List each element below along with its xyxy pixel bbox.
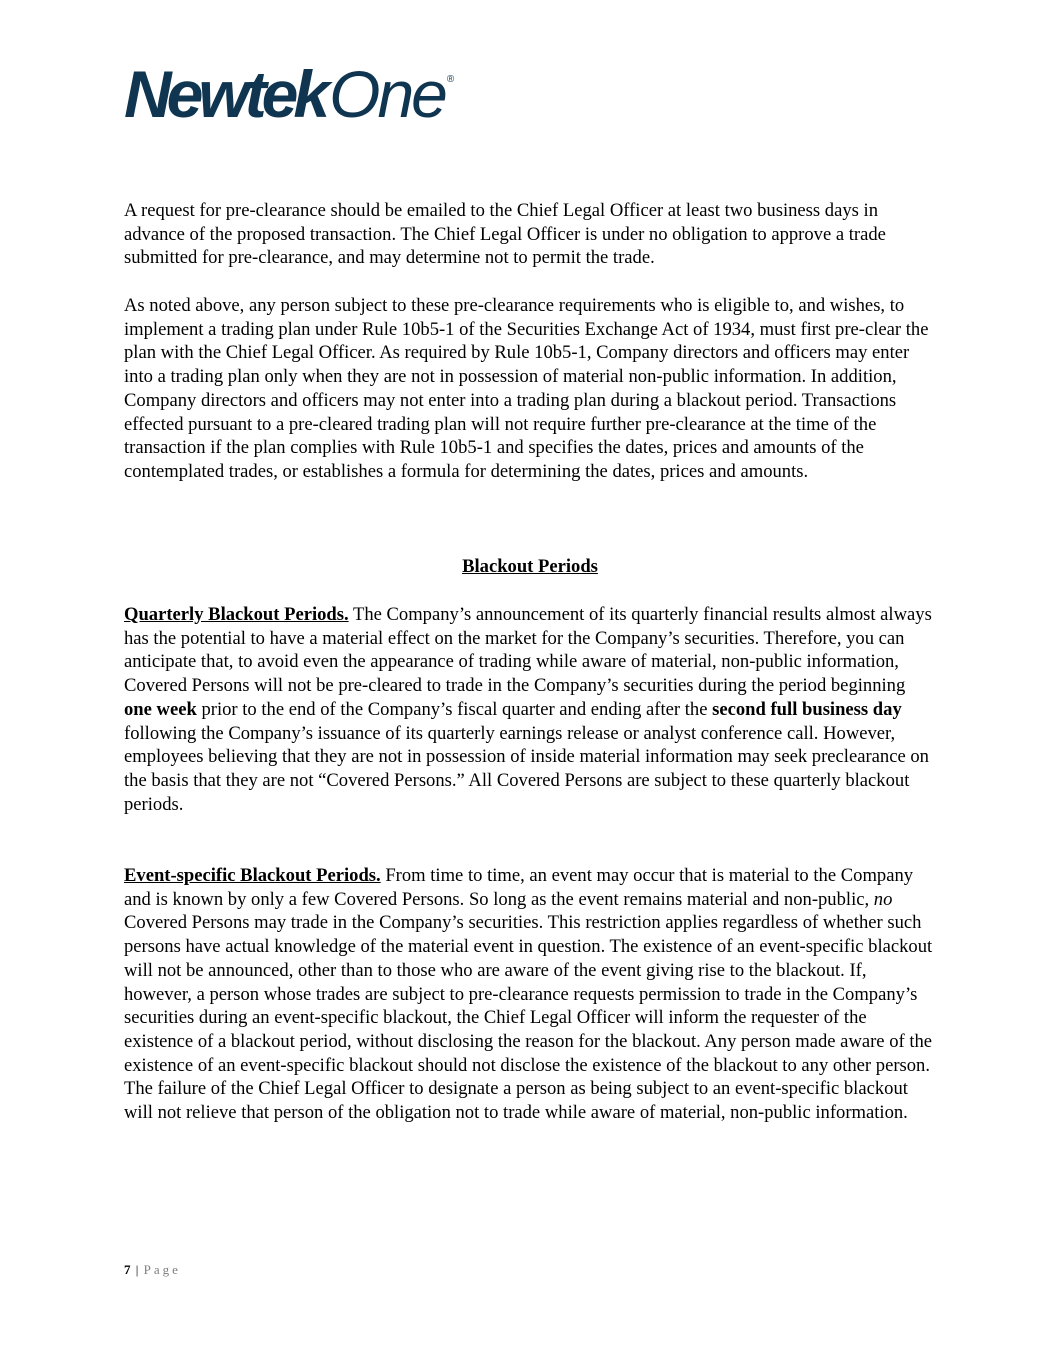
section-heading-blackout-periods: Blackout Periods bbox=[462, 556, 598, 577]
event-specific-text-1: From time to time, an event may occur that is material to the Company and is known by only a few Covered Persons. So long as the event remains material and non-public, bbox=[124, 865, 914, 910]
logo-registered-mark: ® bbox=[446, 74, 455, 85]
quarterly-bold-second-business-day: second full business day bbox=[712, 698, 902, 720]
paragraph-quarterly-blackout bbox=[124, 603, 936, 816]
company-logo bbox=[124, 54, 454, 134]
quarterly-text-1: The Company’s announcement of its quarterly financial results almost always has the potential to have a material effect on the market for the Company’s securities. Therefore, you can anticipate that, to avoid even the appearance of trading while aware of material, non-public information, Covered Persons will not be pre-cleared to trade in the Company’s securities during the period beginning bbox=[124, 604, 932, 697]
page-separator: | bbox=[135, 1262, 139, 1277]
logo-text-one: One bbox=[329, 57, 445, 131]
page-number: 7 bbox=[124, 1262, 131, 1277]
page-footer bbox=[124, 1262, 181, 1278]
quarterly-text-2: prior to the end of the Company’s fiscal quarter and ending after the bbox=[196, 698, 713, 720]
quarterly-text-3: following the Company’s issuance of its quarterly earnings release or analyst conference call. However, employees believing that they are not in possession of inside material information may seek preclearance on the basis that they are not “Covered Persons.” All Covered Persons are subject to these quarterly blackout periods. bbox=[124, 722, 929, 815]
event-specific-text-2: Covered Persons may trade in the Company’s securities. This restriction applies regardless of whether such persons have actual knowledge of the material event in question. The existence of an event-specific blackout will not be announced, other than to those who are aware of the event giving rise to the blackout. If, however, a person whose trades are subject to pre-clearance requests permission to trade in the Company’s securities during an event-specific blackout, the Chief Legal Officer will inform the requester of the existence of a blackout period, without disclosing the reason for the blackout. Any person made aware of the existence of an event-specific blackout should not disclose the existence of the blackout to any other person. The failure of the Chief Legal Officer to designate a person as being subject to an event-specific blackout will not relieve that person of the obligation not to trade while aware of material, non-public information. bbox=[124, 912, 933, 1124]
logo-text-newtek: Newtek bbox=[124, 57, 326, 131]
quarterly-bold-one-week: one week bbox=[124, 698, 197, 720]
event-specific-blackout-label: Event-specific Blackout Periods. bbox=[124, 865, 381, 886]
paragraph-trading-plan: As noted above, any person subject to these pre-clearance requirements who is eligible to, and wishes, to implement a trading plan under Rule 10b5-1 of the Securities Exchange Act of 1934, must first pre-clear the plan with the Chief Legal Officer. As required by Rule 10b5-1, Company directors and officers may enter into a trading plan only when they are not in possession of material non-public information. In addition, Company directors and officers may not enter into a trading plan during a blackout period. Transactions effected pursuant to a pre-cleared trading plan will not require further pre-clearance at the time of the transaction if the plan complies with Rule 10b5-1 and specifies the dates, prices and amounts of the contemplated trades, or establishes a formula for determining the dates, prices and amounts. bbox=[124, 295, 929, 482]
paragraph-pre-clearance-request: A request for pre-clearance should be emailed to the Chief Legal Officer at least two business days in advance of the proposed transaction. The Chief Legal Officer is under no obligation to approve a trade submitted for pre-clearance, and may determine not to permit the trade. bbox=[124, 200, 886, 269]
paragraph-event-specific-blackout bbox=[124, 864, 936, 1125]
event-specific-italic-no: no bbox=[873, 888, 893, 910]
quarterly-blackout-label: Quarterly Blackout Periods. bbox=[124, 604, 349, 625]
page-label: Page bbox=[143, 1262, 181, 1277]
